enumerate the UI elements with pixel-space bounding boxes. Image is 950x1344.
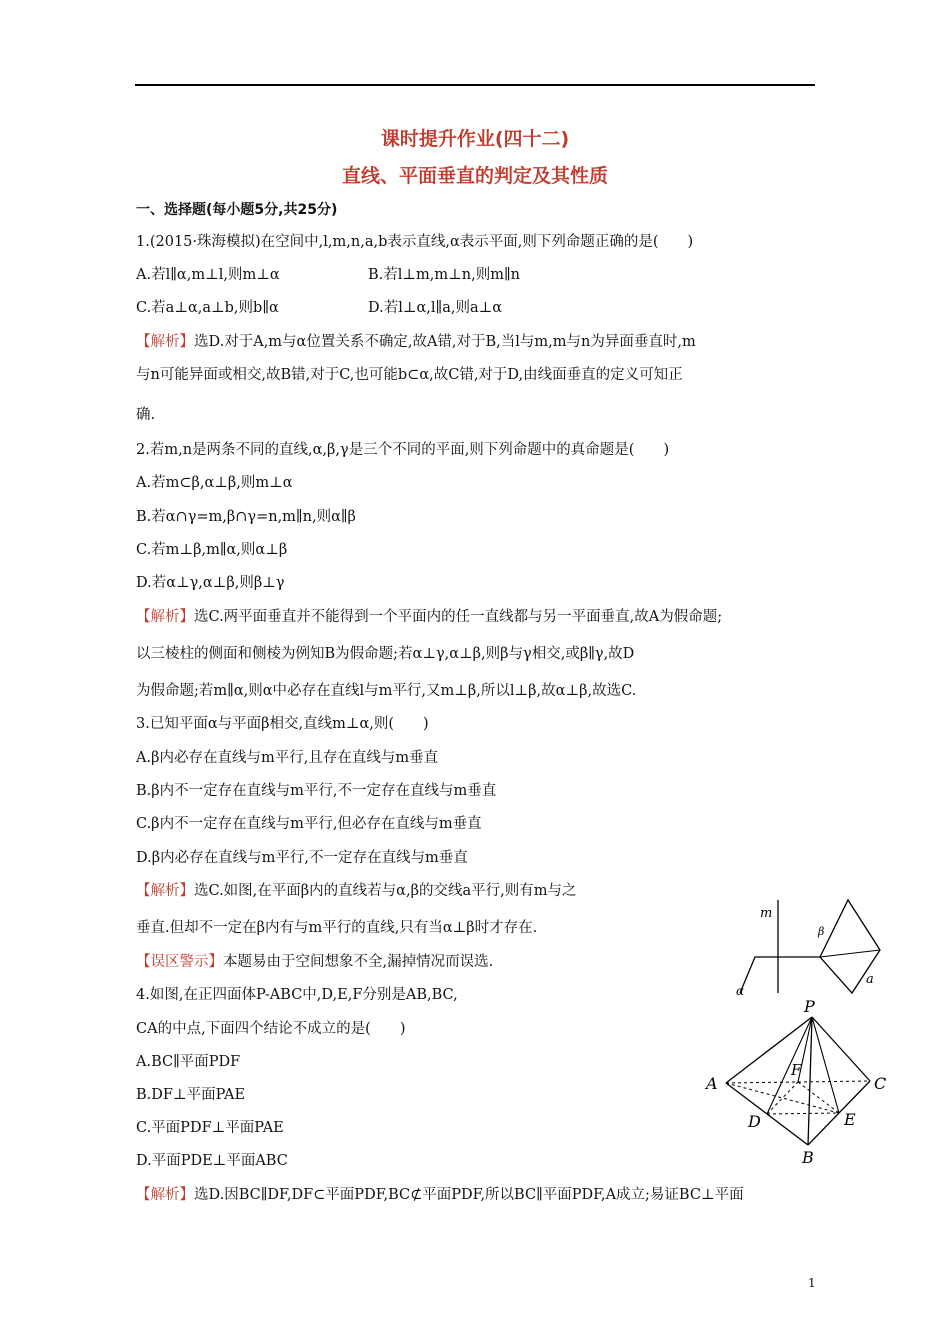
q2-explanation-3: 为假命题;若m∥α,则α中必存在直线l与m平行,又m⊥β,所以l⊥β,故α⊥β,故选C.	[136, 683, 637, 699]
q1-explanation: 【解析】选D.对于A,m与α位置关系不确定,故A错,对于B,当l与m,m与n为异面垂直时,m	[136, 334, 696, 350]
q2-option-b: B.若α∩γ=m,β∩γ=n,m∥n,则α∥β	[136, 509, 356, 525]
header-rule	[135, 84, 815, 86]
explanation-tag: 【解析】	[136, 1187, 194, 1203]
q4-option-b: B.DF⊥平面PAE	[136, 1087, 246, 1103]
warning-tag: 【误区警示】	[136, 954, 223, 970]
q3-option-b: B.β内不一定存在直线与m平行,不一定存在直线与m垂直	[136, 783, 497, 799]
edge-DE	[767, 1113, 839, 1114]
q3-explanation: 【解析】选C.如图,在平面β内的直线若与α,β的交线a平行,则有m与之	[136, 883, 577, 899]
q4-option-c: C.平面PDF⊥平面PAE	[136, 1120, 284, 1136]
q2-option-c: C.若m⊥β,m∥α,则α⊥β	[136, 542, 288, 558]
plane-alpha	[740, 957, 820, 993]
q1-stem: 1.(2015·珠海模拟)在空间中,l,m,n,a,b表示直线,α表示平面,则下列命题正确的是( )	[136, 234, 694, 250]
explanation-tag: 【解析】	[136, 334, 194, 350]
label-beta: β	[818, 925, 825, 938]
q1-option-b: B.若l⊥m,m⊥n,则m∥n	[368, 267, 521, 283]
label-D: D	[748, 1112, 761, 1131]
q1-explanation-2: 与n可能异面或相交,故B错,对于C,也可能b⊂α,故C错,对于D,由线面垂直的定义可知正	[136, 367, 683, 383]
edge-PD	[767, 1017, 812, 1114]
label-P: P	[804, 997, 815, 1016]
q3-explanation-2: 垂直.但却不一定在β内有与m平行的直线,只有当α⊥β时才存在.	[136, 920, 538, 936]
section-heading: 一、选择题(每小题5分,共25分)	[136, 202, 338, 218]
q3-option-a: A.β内必存在直线与m平行,且存在直线与m垂直	[136, 750, 439, 766]
q4-explanation: 【解析】选D.因BC∥DF,DF⊂平面PDF,BC⊄平面PDF,所以BC∥平面PDF,A成立;易证BC⊥平面	[136, 1187, 744, 1203]
line-a	[820, 950, 880, 957]
q4-option-a: A.BC∥平面PDF	[136, 1054, 241, 1070]
q3-option-d: D.β内必存在直线与m平行,不一定存在直线与m垂直	[136, 850, 468, 866]
label-C: C	[874, 1074, 887, 1093]
page-title: 课时提升作业(四十二)	[380, 128, 570, 150]
q2-option-a: A.若m⊂β,α⊥β,则m⊥α	[136, 475, 293, 491]
q1-option-c: C.若a⊥α,a⊥b,则b∥α	[136, 300, 279, 316]
explanation-tag: 【解析】	[136, 609, 194, 625]
q2-explanation: 【解析】选C.两平面垂直并不能得到一个平面内的任一直线都与另一平面垂直,故A为假命题;	[136, 609, 723, 625]
q2-option-d: D.若α⊥γ,α⊥β,则β⊥γ	[136, 575, 285, 591]
page-number: 1	[808, 1276, 816, 1290]
label-m: m	[760, 906, 773, 921]
page-subtitle: 直线、平面垂直的判定及其性质	[341, 165, 608, 187]
label-F: F	[791, 1061, 802, 1079]
q3-stem: 3.已知平面α与平面β相交,直线m⊥α,则( )	[136, 716, 429, 732]
edge-DF	[767, 1082, 798, 1114]
label-B: B	[802, 1148, 814, 1167]
q3-option-c: C.β内不一定存在直线与m平行,但必存在直线与m垂直	[136, 816, 482, 832]
label-A: A	[706, 1074, 718, 1093]
label-a: a	[866, 972, 874, 987]
q1-explanation-3: 确.	[136, 407, 156, 423]
q4-stem-2: CA的中点,下面四个结论不成立的是( )	[136, 1021, 406, 1037]
q4-stem: 4.如图,在正四面体P-ABC中,D,E,F分别是AB,BC,	[136, 987, 458, 1003]
edge-PB	[808, 1017, 812, 1145]
q3-warning: 【误区警示】本题易由于空间想象不全,漏掉情况而误选.	[136, 954, 494, 970]
edge-FE	[798, 1082, 839, 1113]
label-alpha: α	[736, 984, 745, 995]
label-E: E	[844, 1110, 856, 1129]
q2-stem: 2.若m,n是两条不同的直线,α,β,γ是三个不同的平面,则下列命题中的真命题是( )	[136, 442, 670, 458]
explanation-tag: 【解析】	[136, 883, 194, 899]
q2-explanation-2: 以三棱柱的侧面和侧棱为例知B为假命题;若α⊥γ,α⊥β,则β与γ相交,或β∥γ,故D	[136, 646, 635, 662]
figure-tetrahedron	[700, 995, 900, 1167]
edge-AE	[726, 1083, 839, 1113]
figure-planes	[720, 895, 890, 995]
q1-option-a: A.若l∥α,m⊥l,则m⊥α	[136, 267, 280, 283]
q4-option-d: D.平面PDE⊥平面ABC	[136, 1153, 288, 1169]
q1-option-d: D.若l⊥α,l∥a,则a⊥α	[368, 300, 503, 316]
